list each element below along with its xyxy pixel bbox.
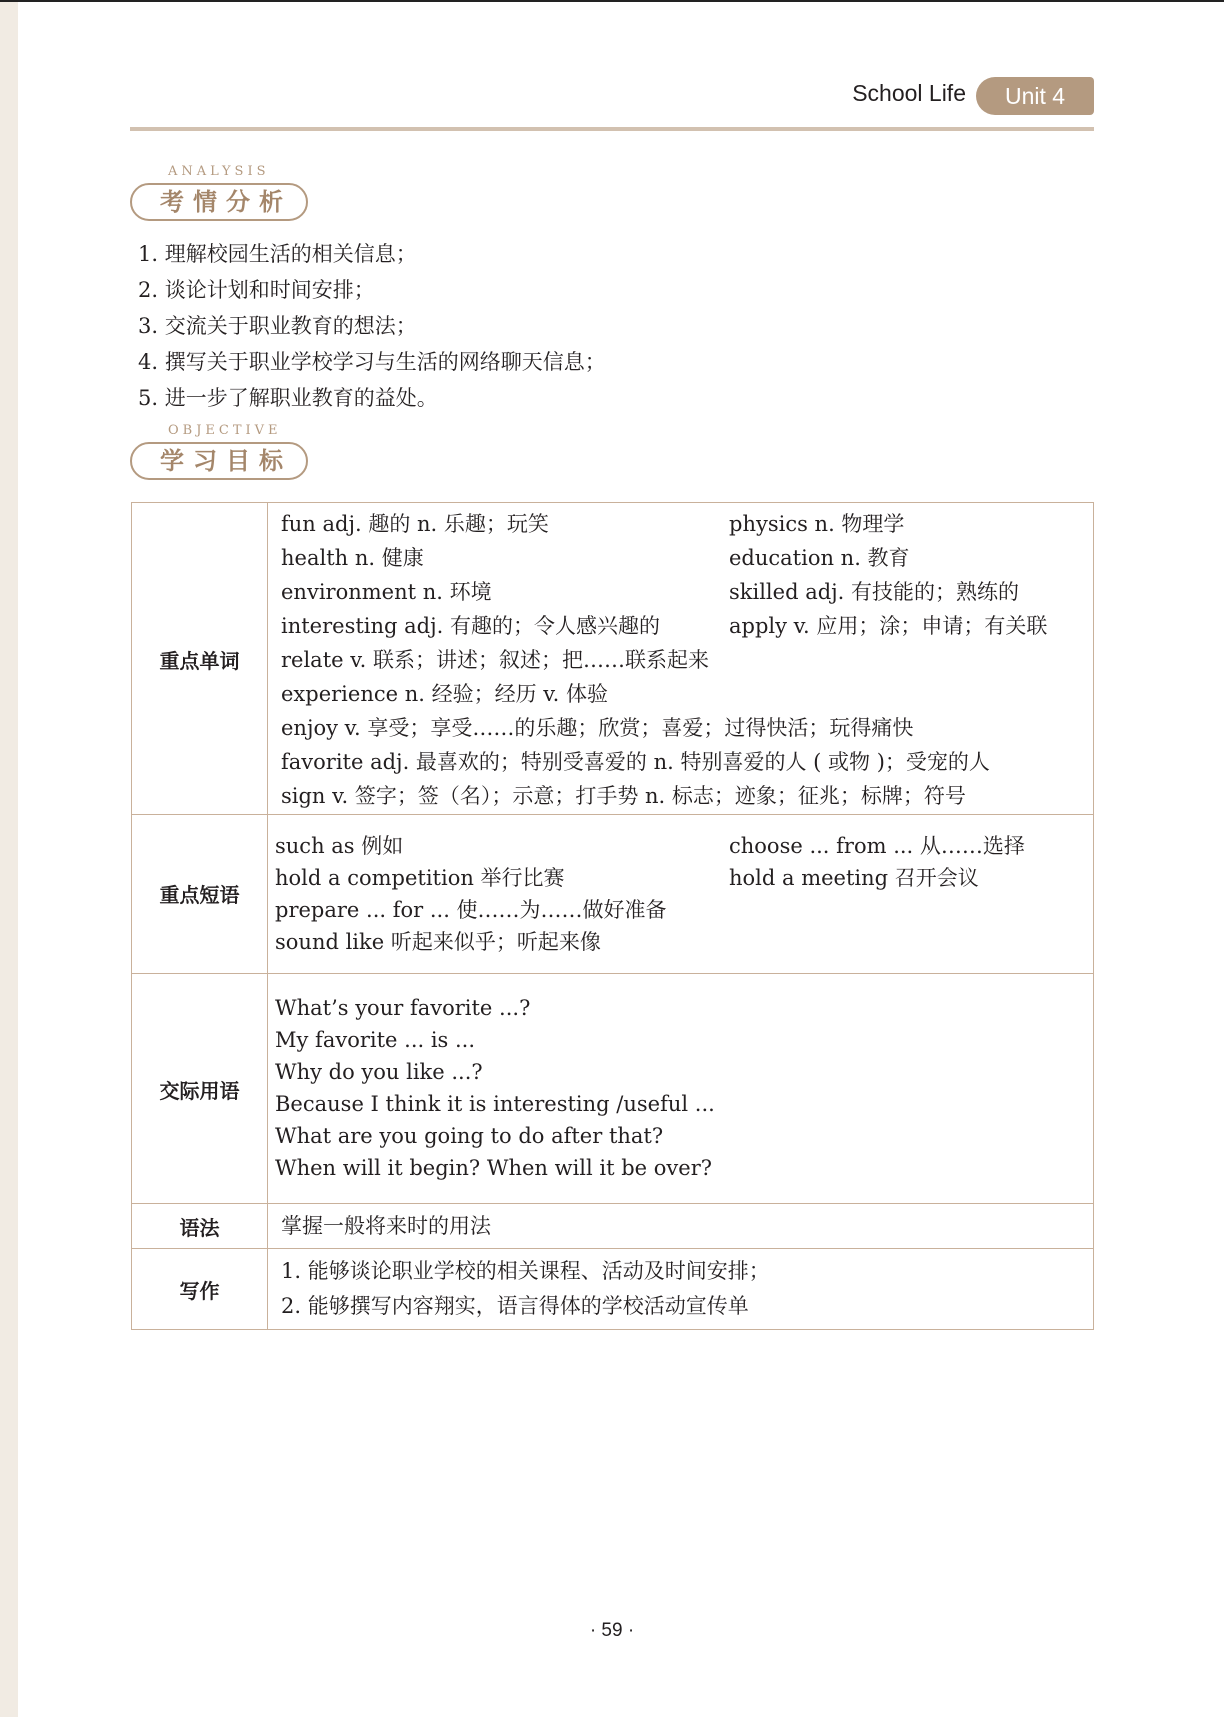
table-row-divider [132, 1248, 1093, 1249]
communication-column [275, 992, 715, 1184]
top-border-line [0, 0, 1224, 2]
writing-entry: 2. 能够撰写内容翔实，语言得体的学校活动宣传单 [281, 1294, 749, 1318]
phrases-left-column [275, 830, 667, 958]
table-row-divider [132, 814, 1093, 815]
list-item: 5. 进一步了解职业教育的益处。 [138, 386, 438, 410]
writing-column [281, 1254, 770, 1324]
phrases-right-column [729, 830, 1025, 894]
list-item: 1. 理解校园生活的相关信息； [138, 242, 417, 266]
vocab-row-label: 重点单词 [159, 649, 240, 673]
vocab-entry: apply v. 应用；涂；申请；有关联 [729, 614, 1048, 638]
grammar-text: 掌握一般将来时的用法 [281, 1214, 491, 1238]
communication-entry: When will it begin? When will it be over? [275, 1156, 713, 1180]
communication-entry: Why do you like ...? [275, 1060, 483, 1084]
analysis-list [138, 236, 606, 416]
header-rule [130, 127, 1094, 131]
communication-row-label: 交际用语 [159, 1079, 240, 1103]
vocab-entry: education n. 教育 [729, 546, 910, 570]
objectives-table [131, 502, 1094, 1330]
vocab-entry: physics n. 物理学 [729, 512, 905, 536]
list-item: 4. 撰写关于职业学校学习与生活的网络聊天信息； [138, 350, 606, 374]
vocab-entry: environment n. 环境 [281, 580, 492, 604]
phrases-row-label: 重点短语 [159, 883, 240, 907]
vocab-right-column [729, 507, 1047, 643]
objective-section-en-label: OBJECTIVE [168, 423, 282, 438]
vocab-entry: experience n. 经验；经历 v. 体验 [281, 682, 608, 706]
vocab-entry: relate v. 联系；讲述；叙述；把……联系起来 [281, 648, 709, 672]
phrase-entry: such as 例如 [275, 834, 404, 858]
vocab-entry: enjoy v. 享受；享受……的乐趣；欣赏；喜爱；过得快活；玩得痛快 [281, 716, 914, 740]
writing-row-label: 写作 [179, 1279, 220, 1303]
communication-entry: My favorite ... is ... [275, 1028, 476, 1052]
phrase-entry: sound like 听起来似乎；听起来像 [275, 930, 601, 954]
table-row-divider [132, 973, 1093, 974]
communication-entry: What are you going to do after that? [275, 1124, 664, 1148]
phrase-entry: hold a competition 举行比赛 [275, 866, 565, 890]
list-item: 2. 谈论计划和时间安排； [138, 278, 375, 302]
grammar-row-label: 语法 [179, 1216, 220, 1240]
phrase-entry: prepare ... for ... 使……为……做好准备 [275, 898, 667, 922]
vocab-entry: health n. 健康 [281, 546, 424, 570]
list-item: 3. 交流关于职业教育的想法； [138, 314, 417, 338]
unit-badge: Unit 4 [976, 77, 1094, 115]
header-title: School Life [852, 80, 966, 106]
phrase-entry: choose ... from ... 从……选择 [729, 834, 1025, 858]
communication-entry: What’s your favorite ...? [275, 996, 531, 1020]
vocab-entry: skilled adj. 有技能的；熟练的 [729, 580, 1020, 604]
table-row-divider [132, 1203, 1093, 1204]
page-edge-strip [0, 2, 18, 1717]
vocab-entry: sign v. 签字；签（名）；示意；打手势 n. 标志；迹象；征兆；标牌；符号 [281, 784, 966, 808]
analysis-section-heading: 考情分析 [130, 183, 308, 221]
phrase-entry: hold a meeting 召开会议 [729, 866, 979, 890]
table-column-divider [267, 503, 268, 1329]
page-number: · 59 · [589, 1620, 635, 1641]
analysis-section-en-label: ANALYSIS [168, 164, 270, 179]
communication-entry: Because I think it is interesting /useful ... [275, 1092, 715, 1116]
vocab-entry: interesting adj. 有趣的；令人感兴趣的 [281, 614, 660, 638]
objective-section-heading: 学习目标 [130, 442, 308, 480]
vocab-entry: favorite adj. 最喜欢的；特别受喜爱的 n. 特别喜爱的人 ( 或物 )；受宠的人 [281, 750, 990, 774]
vocab-entry: fun adj. 趣的 n. 乐趣；玩笑 [281, 512, 549, 536]
writing-entry: 1. 能够谈论职业学校的相关课程、活动及时间安排； [281, 1259, 770, 1283]
